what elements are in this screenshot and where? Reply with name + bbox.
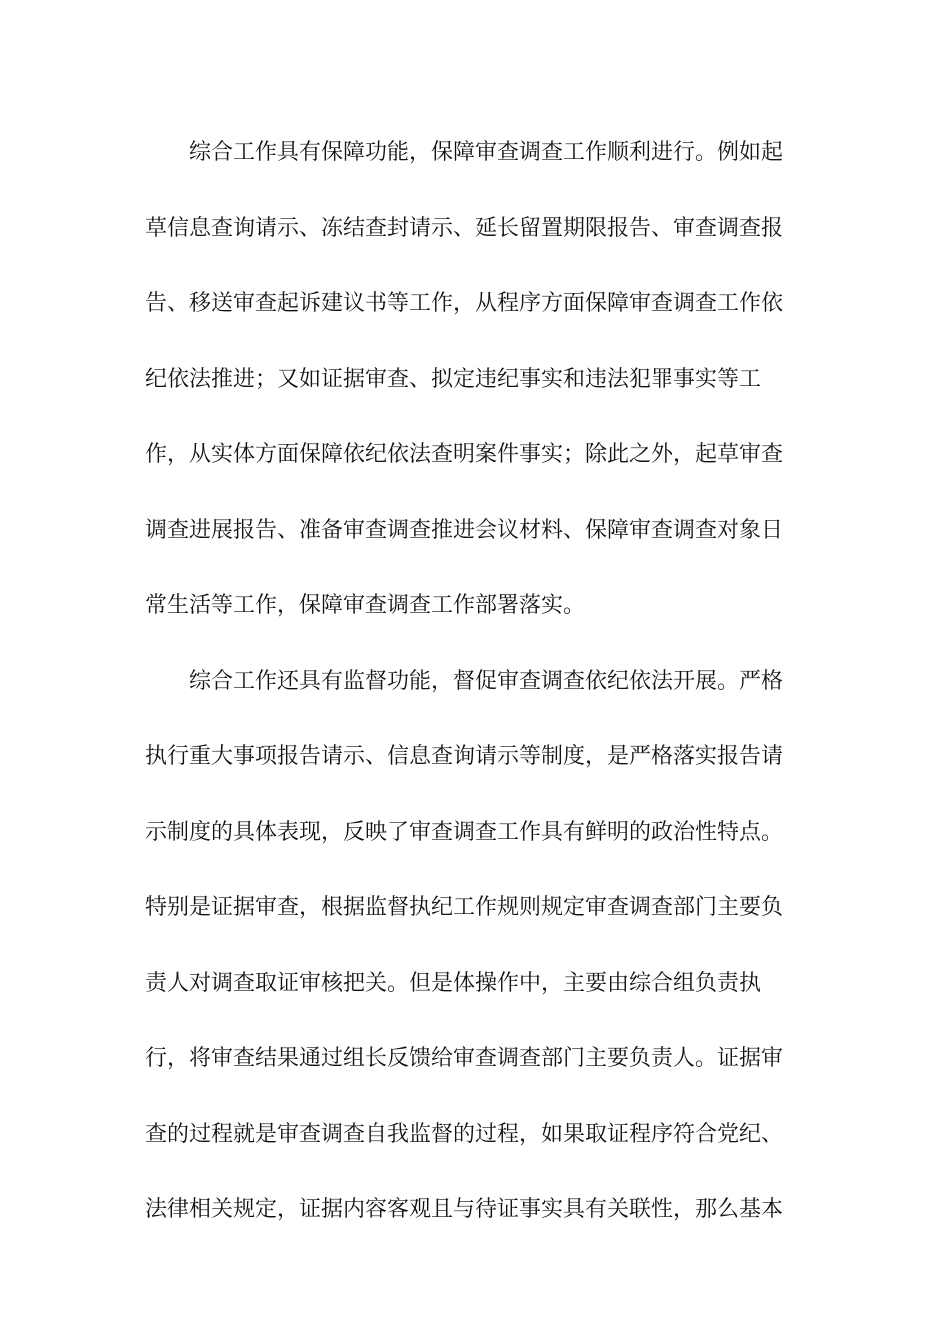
paragraph-line: 法律相关规定，证据内容客观且与待证事实具有关联性，那么基本: [145, 1197, 784, 1222]
paragraph-supervision-function: [145, 660, 805, 1264]
paragraph-line: 综合工作还具有监督功能，督促审查调查依纪依法开展。严格: [189, 668, 784, 694]
paragraph-line: 责人对调查取证审核把关。但是体操作中，主要由综合组负责执: [145, 970, 762, 996]
paragraph-line: 查的过程就是审查调查自我监督的过程，如果取证程序符合党纪、: [145, 1121, 784, 1147]
paragraph-line: 行，将审查结果通过组长反馈给审查调查部门主要负责人。证据审: [145, 1046, 784, 1071]
paragraph-line: 告、移送审查起诉建议书等工作，从程序方面保障审查调查工作依: [145, 291, 784, 316]
paragraph-line: 常生活等工作，保障审查调查工作部署落实。: [145, 593, 586, 618]
paragraph-line: 特别是证据审查，根据监督执纪工作规则规定审查调查部门主要负: [145, 895, 784, 920]
paragraph-line: 纪依法推进；又如证据审查、拟定违纪事实和违法犯罪事实等工: [145, 366, 762, 392]
document-body: [145, 131, 805, 1264]
paragraph-line: 执行重大事项报告请示、信息查询请示等制度，是严格落实报告请: [145, 744, 784, 769]
paragraph-line: 示制度的具体表现，反映了审查调查工作具有鲜明的政治性特点。: [145, 819, 784, 845]
paragraph-line: 综合工作具有保障功能，保障审查调查工作顺利进行。例如起: [189, 140, 784, 165]
paragraph-line: 作，从实体方面保障依纪依法查明案件事实；除此之外，起草审查: [145, 442, 784, 467]
paragraph-line: 草信息查询请示、冻结查封请示、延长留置期限报告、审查调查报: [145, 215, 784, 241]
paragraph-line: 调查进展报告、准备审查调查推进会议材料、保障审查调查对象日: [145, 517, 784, 543]
paragraph-guarantee-function: [145, 131, 805, 660]
